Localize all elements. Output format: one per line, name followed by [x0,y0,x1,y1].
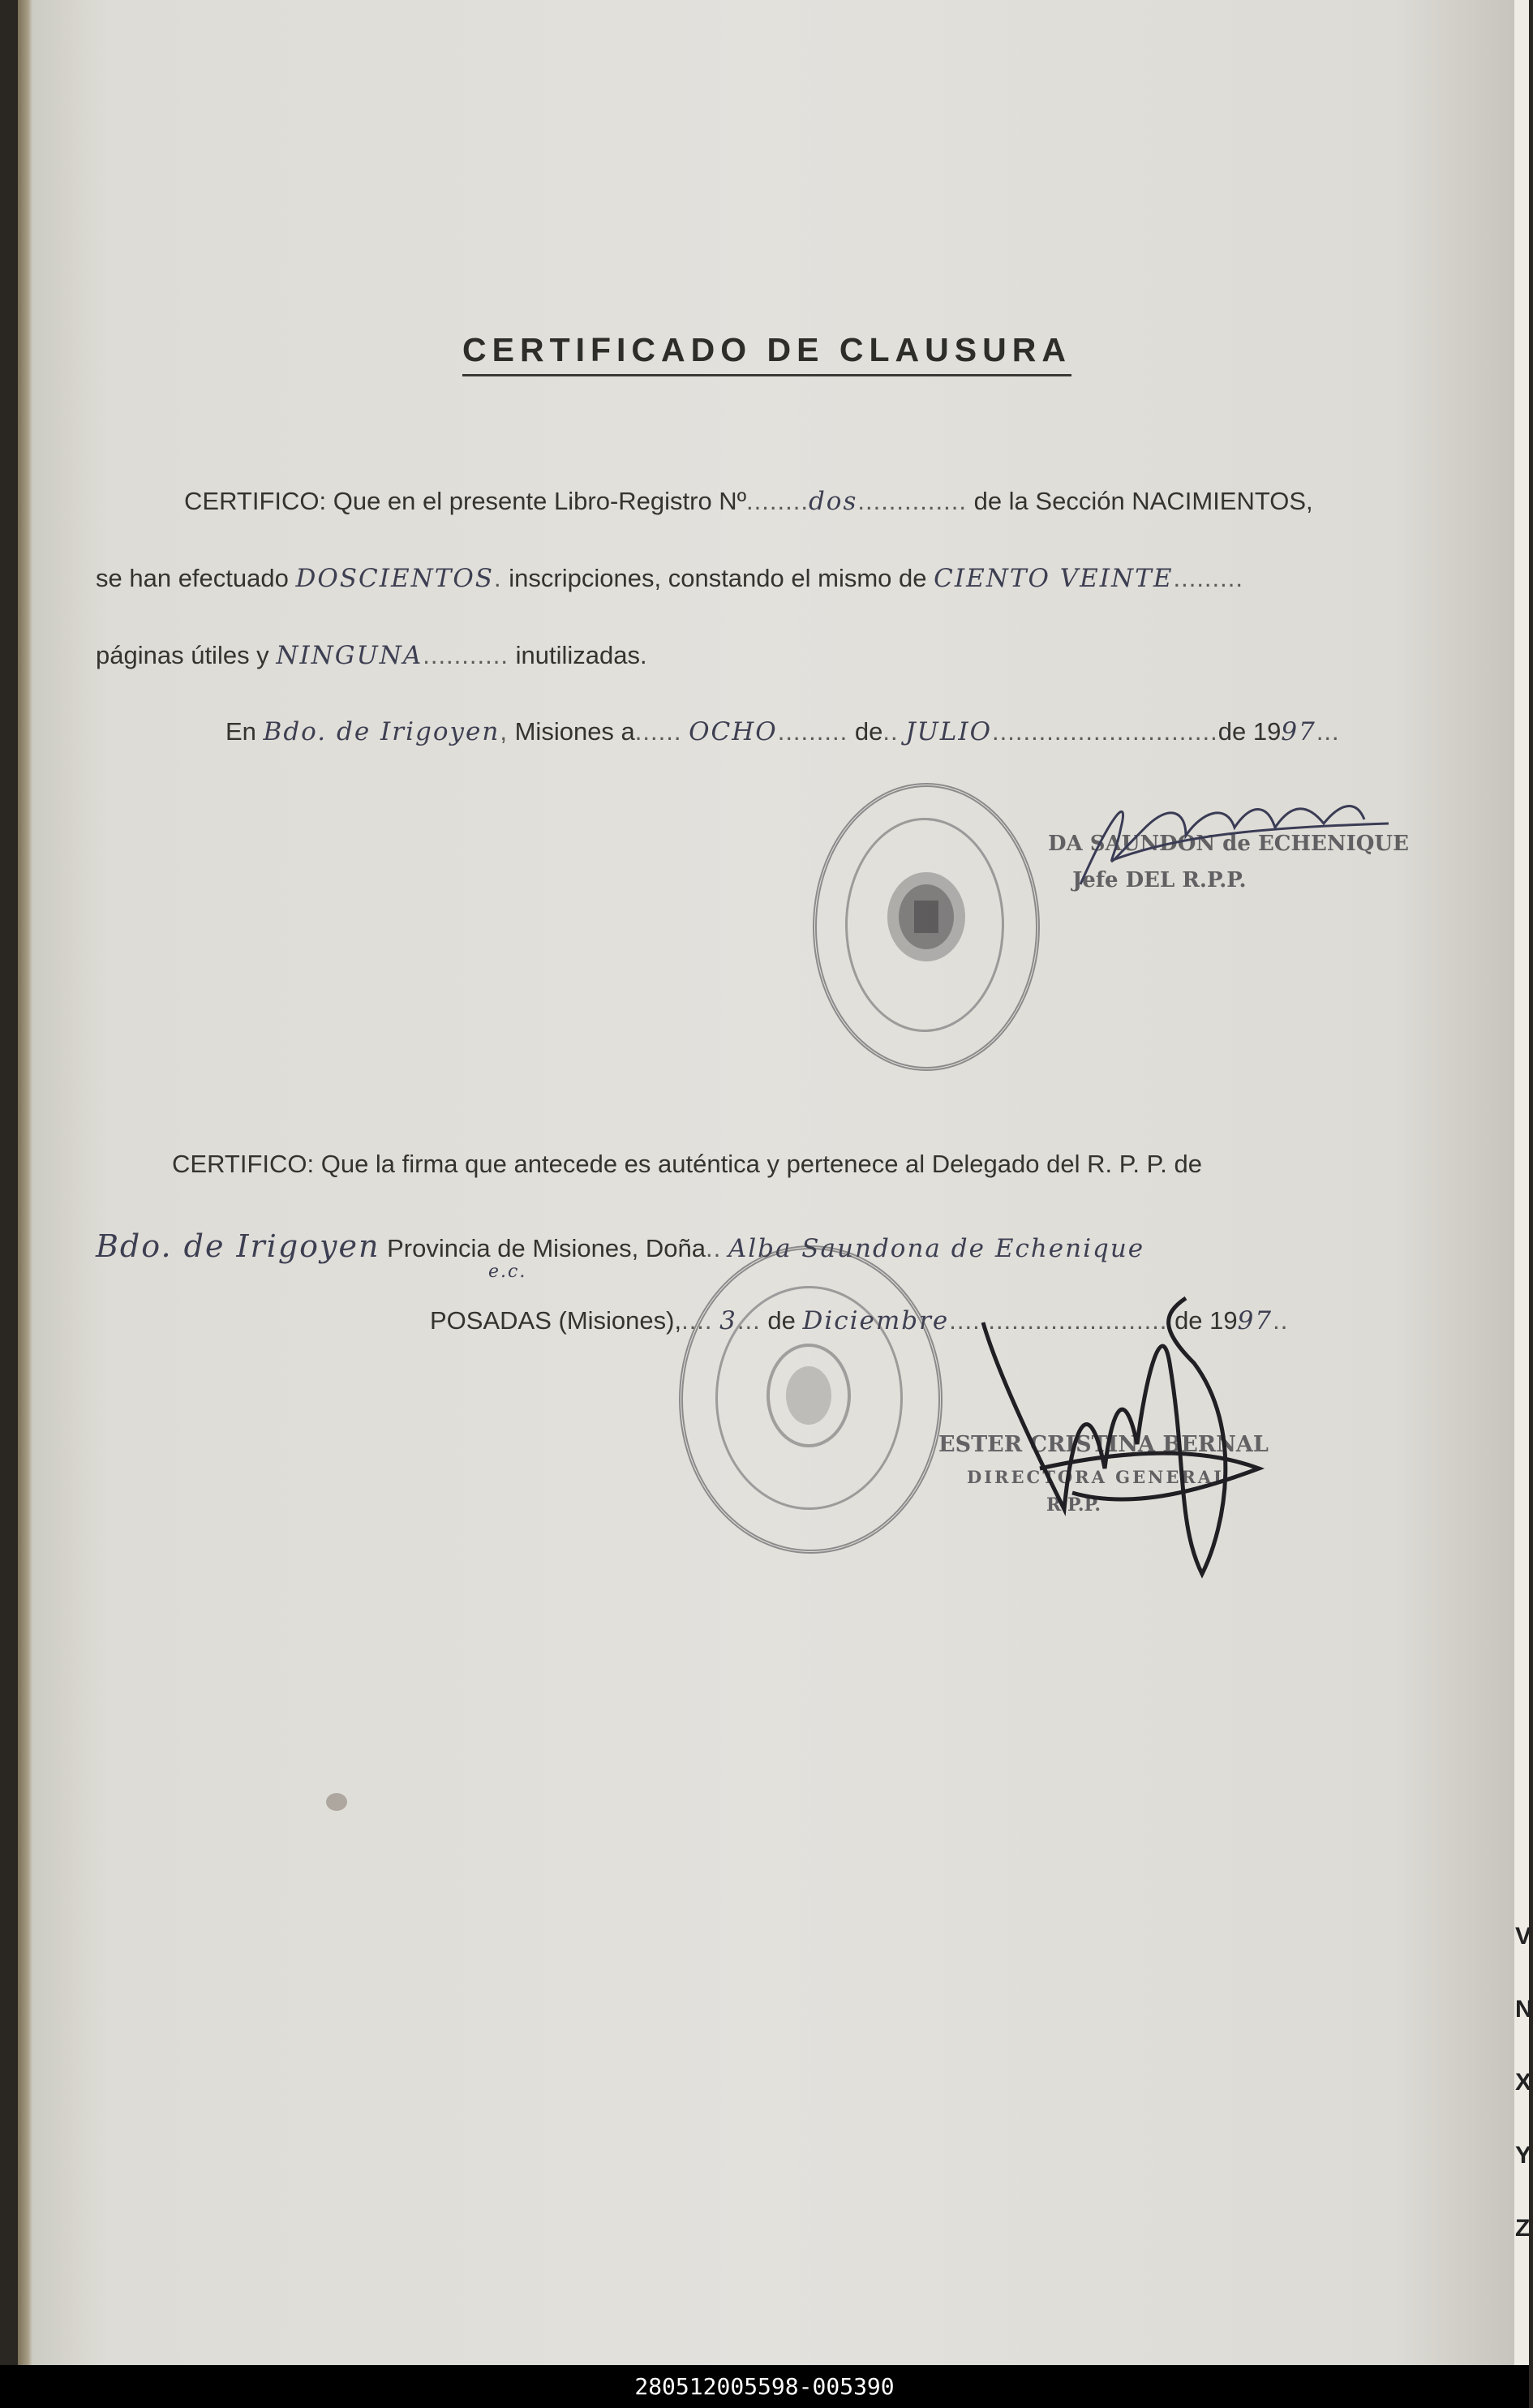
stamp-name-1: DA SAUNDON de ECHENIQUE [1048,832,1409,856]
text-segment: inscripciones, constando el mismo de [509,564,927,592]
text-segment: de [854,717,883,746]
signature-2-icon [951,1266,1291,1606]
document-page [18,0,1514,2365]
certifico-line-6: Bdo. de Irigoyen Provincia de Misiones, Doña.. Alba Saundona de Echenique [96,1228,1145,1264]
handwritten-year-2: 97 [1237,1306,1273,1335]
text-segment: de 19 [1174,1306,1238,1335]
certifico-line-4: En Bdo. de Irigoyen, Misiones a...... OCHO......... de.. JULIO.............................de 1997... [225,717,1340,746]
handwritten-year: 97 [1281,717,1316,746]
handwritten-delegate-name: Alba Saundona de Echenique [728,1234,1145,1263]
handwritten-place: Bdo. de Irigoyen [263,717,500,746]
text-segment: CERTIFICO: Que en el presente Libro-Registro Nº [184,487,747,515]
certifico-line-3: páginas útiles y NINGUNA........... inutilizadas. [96,641,647,670]
text-segment: de 19 [1217,717,1282,746]
text-segment: de la Sección NACIMIENTOS, [973,487,1313,515]
stamp-org-2: R.P.P. [1046,1494,1101,1516]
text-segment: de [767,1306,796,1335]
document-title: CERTIFICADO DE CLAUSURA [462,331,1071,376]
text-segment: Misiones a [514,717,635,746]
certifico-line-2: se han efectuado DOSCIENTOS. inscripciones, constando el mismo de CIENTO VEINTE......... [96,564,1243,593]
text-segment: Provincia de Misiones, Doña [387,1234,706,1262]
paper-spot [326,1793,347,1811]
coat-of-arms-icon [882,868,971,965]
signature-1-icon [1064,779,1405,909]
text-segment: páginas útiles y [96,641,269,669]
text-segment: POSADAS (Misiones), [430,1306,682,1335]
text-segment: se han efectuado [96,564,289,592]
handwritten-day: OCHO [689,717,778,746]
handwritten-locality: Bdo. de Irigoyen [96,1228,380,1264]
handwritten-unused-pages: NINGUNA [276,641,423,670]
handwritten-annotation: e.c. [488,1262,527,1282]
stamp-name-2: ESTER CRISTINA BERNAL [938,1432,1269,1457]
handwritten-day-2: 3 [719,1306,737,1335]
stamp-role-2: DIRECTORA GENERAL [967,1467,1228,1487]
footer-identifier: 280512005598-005390 [0,2365,1529,2408]
handwritten-month-2: Diciembre [802,1306,950,1335]
handwritten-inscriptions-count: DOSCIENTOS [295,564,495,593]
adjacent-page-edge: V N X Y Z [1514,0,1529,2365]
handwritten-month: JULIO [905,717,992,746]
official-seal-stamp [813,783,1040,1071]
handwritten-book-number: dos [808,487,858,516]
coat-of-arms-icon [760,1339,857,1452]
certifico-line-7: POSADAS (Misiones),.... 3... de Diciembre............................ de 1997.. [430,1306,1289,1335]
certifico-line-5: CERTIFICO: Que la firma que antecede es auténtica y pertenece al Delegado del R. P. P. de [172,1150,1203,1178]
certifico-line-1: CERTIFICO: Que en el presente Libro-Registro Nº........dos.............. de la Sección NACIMIENTOS, [184,487,1313,516]
stamp-role-1: Jefe DEL R.P.P. [1072,868,1247,892]
text-segment: En [225,717,256,746]
text-segment: inutilizadas. [515,641,647,669]
official-seal-stamp-2 [679,1245,943,1554]
handwritten-pages-count: CIENTO VEINTE [934,564,1174,593]
